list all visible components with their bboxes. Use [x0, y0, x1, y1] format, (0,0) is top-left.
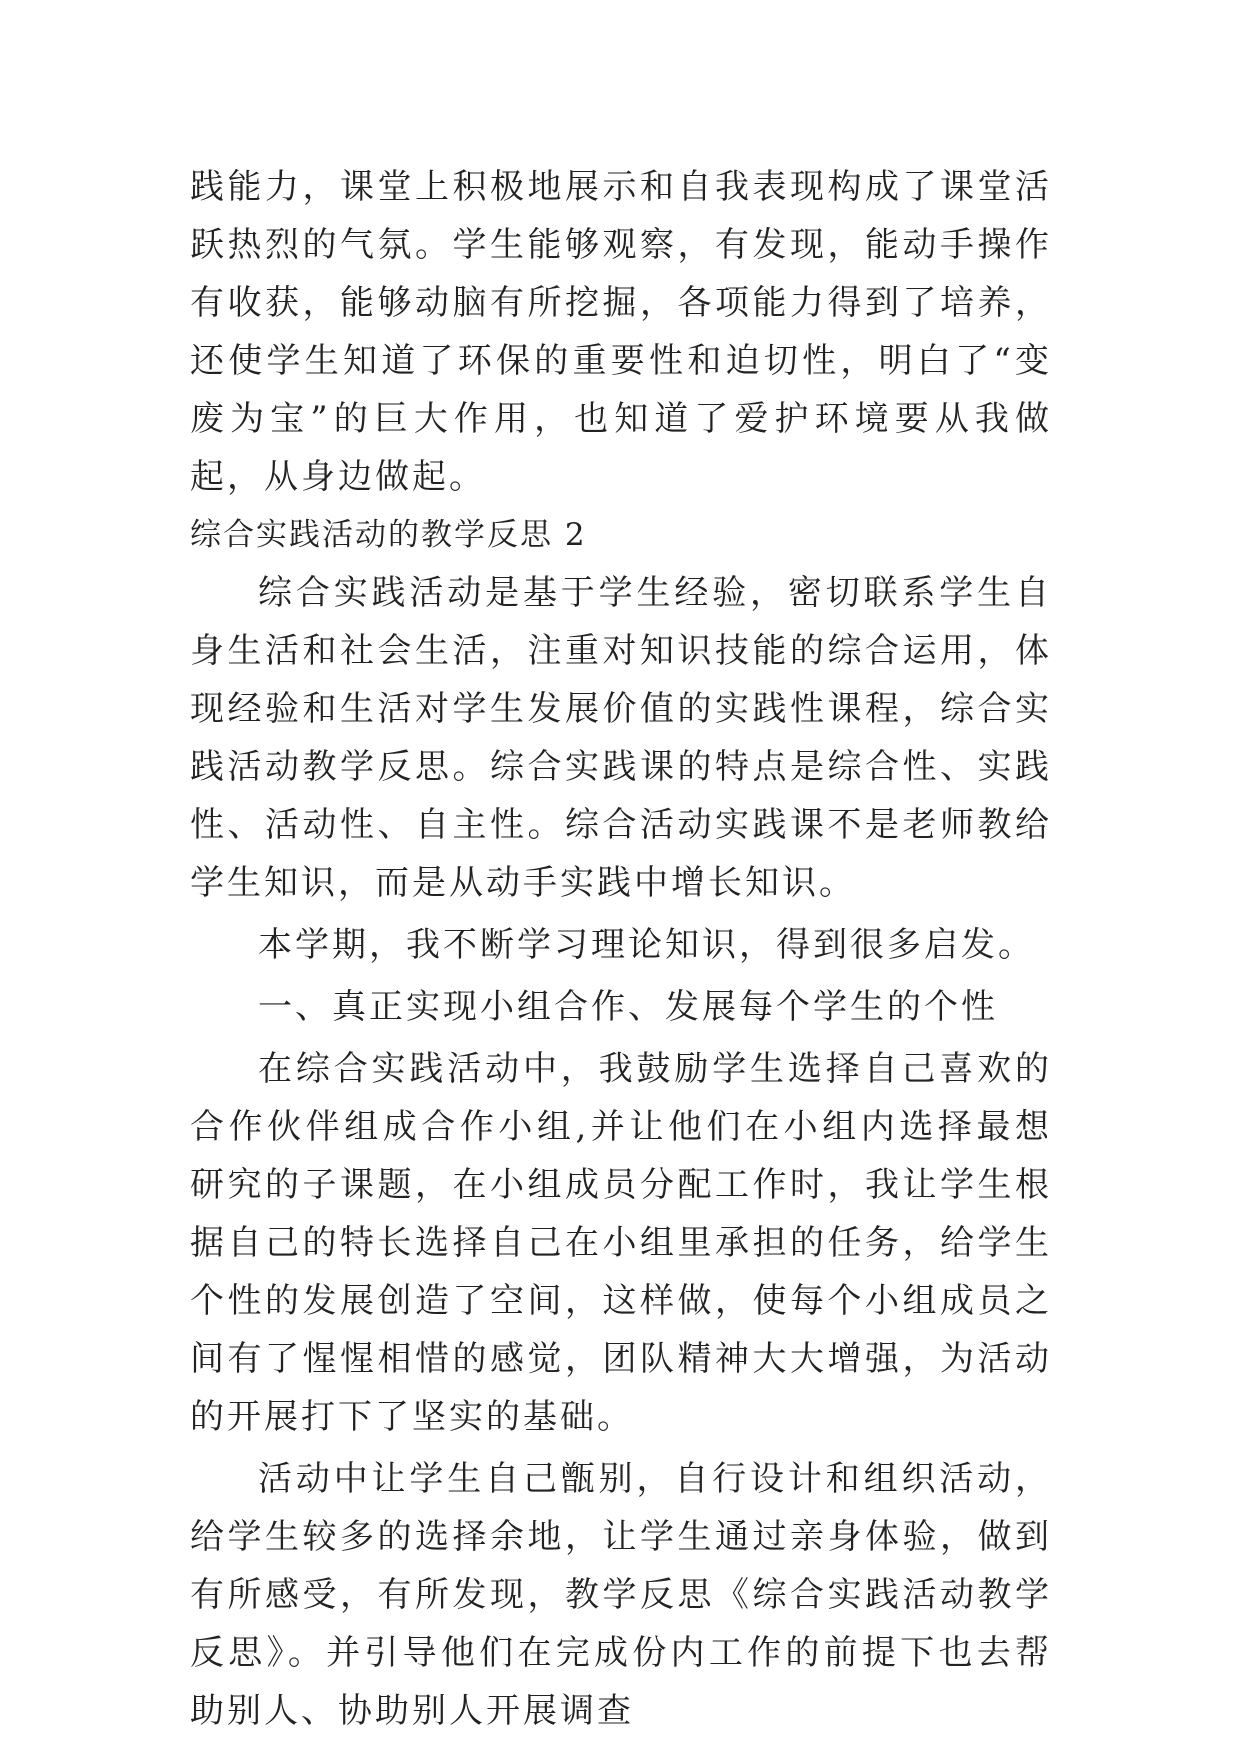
paragraph-continuation: 践能力，课堂上积极地展示和自我表现构成了课堂活跃热烈的气氛。学生能够观察，有发现，能动手操作有收获，能够动脑有所挖掘，各项能力得到了培养，还使学生知道了环保的重要性和迫切性，明白了“变废为宝”的巨大作用，也知道了爱护环境要从我做起，从身边做起。 — [190, 167, 1052, 497]
paragraph-point-one: 一、真正实现小组合作、发展每个学生的个性 — [258, 987, 998, 1027]
paragraph-semester: 本学期，我不断学习理论知识，得到很多启发。 — [258, 925, 1035, 965]
paragraph-intro: 综合实践活动是基于学生经验，密切联系学生自身生活和社会生活，注重对知识技能的综合运用，体现经验和生活对学生发展价值的实践性课程，综合实践活动教学反思。综合实践课的特点是综合性、实践性、活动性、自主性。综合活动实践课不是老师教给学生知识，而是从动手实践中增长知识。 — [190, 573, 1052, 903]
paragraph-group-work: 在综合实践活动中，我鼓励学生选择自己喜欢的合作伙伴组成合作小组,并让他们在小组内选择最想研究的子课题，在小组成员分配工作时，我让学生根据自己的特长选择自己在小组里承担的任务，给学生个性的发展创造了空间，这样做，使每个小组成员之间有了惺惺相惜的感觉，团队精神大大增强，为活动的开展打下了坚实的基础。 — [190, 1049, 1052, 1437]
document-page — [190, 158, 1052, 1740]
paragraph-activities: 活动中让学生自己甑别，自行设计和组织活动，给学生较多的选择余地，让学生通过亲身体验，做到有所感受，有所发现，教学反思《综合实践活动教学反思》。并引导他们在完成份内工作的前提下也去帮助别人、协助别人开展调查 — [190, 1459, 1052, 1731]
section-title: 综合实践活动的教学反思 2 — [190, 517, 587, 553]
